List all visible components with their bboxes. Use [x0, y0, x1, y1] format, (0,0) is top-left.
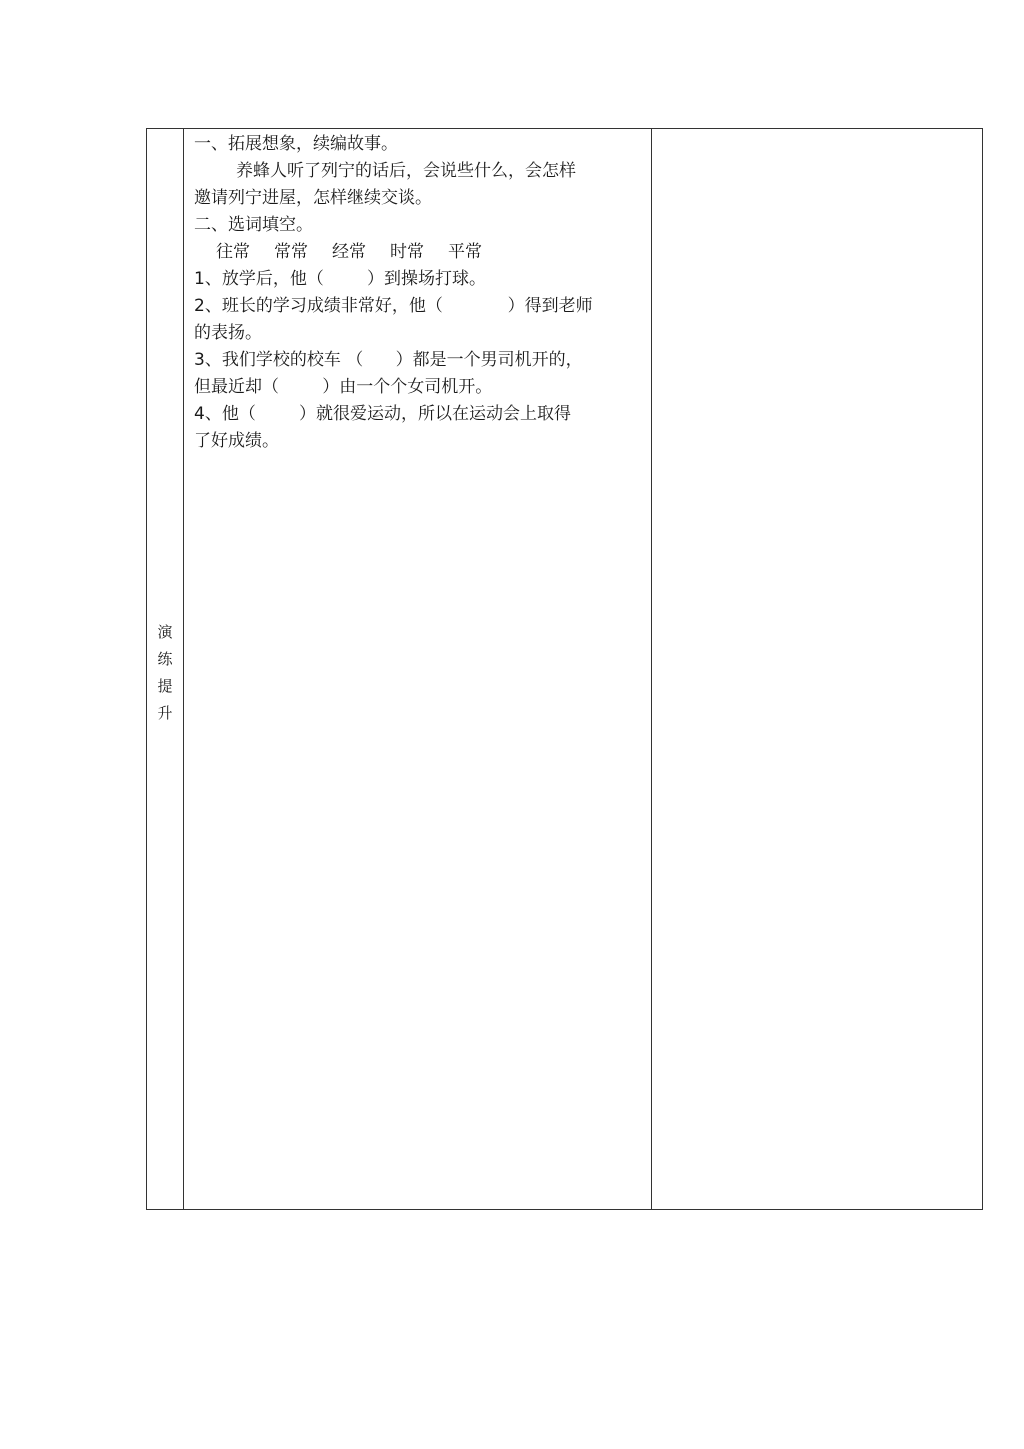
part1-prompt-line2: 邀请列宁进屋，怎样继续交谈。 [194, 188, 432, 208]
question-4-line2: 了好成绩。 [194, 431, 279, 451]
section-label [147, 619, 183, 727]
word-bank-item: 时常 [390, 242, 424, 262]
notes-cell [652, 129, 982, 1209]
part1-heading: 一、拓展想象，续编故事。 [194, 134, 398, 154]
word-bank-item: 经常 [332, 242, 366, 262]
section-label-char: 提 [157, 677, 173, 695]
part1-prompt-line1: 养蜂人听了列宁的话后，会说些什么，会怎样 [236, 161, 576, 181]
section-label-char: 练 [157, 650, 173, 668]
word-bank-item: 平常 [448, 242, 482, 262]
section-label-char: 演 [157, 623, 173, 641]
section-label-char: 升 [157, 704, 173, 722]
exercise-content-cell [184, 129, 652, 1209]
part2-heading: 二、选词填空。 [194, 215, 313, 235]
worksheet-table [146, 128, 983, 1210]
section-label-cell [147, 129, 184, 1209]
question-3-line2: 但最近却（ ）由一个个女司机开。 [194, 377, 493, 397]
question-2-line2: 的表扬。 [194, 323, 262, 343]
question-1: 1、放学后，他（ ）到操场打球。 [194, 269, 487, 289]
question-2-line1: 2、班长的学习成绩非常好，他（ ）得到老师 [194, 296, 593, 316]
word-bank [194, 239, 641, 266]
question-3-line1: 3、我们学校的校车 （ ）都是一个男司机开的， [194, 350, 583, 370]
question-4-line1: 4、他（ ）就很爱运动，所以在运动会上取得 [194, 404, 572, 424]
word-bank-item: 往常 [216, 242, 250, 262]
word-bank-item: 常常 [274, 242, 308, 262]
